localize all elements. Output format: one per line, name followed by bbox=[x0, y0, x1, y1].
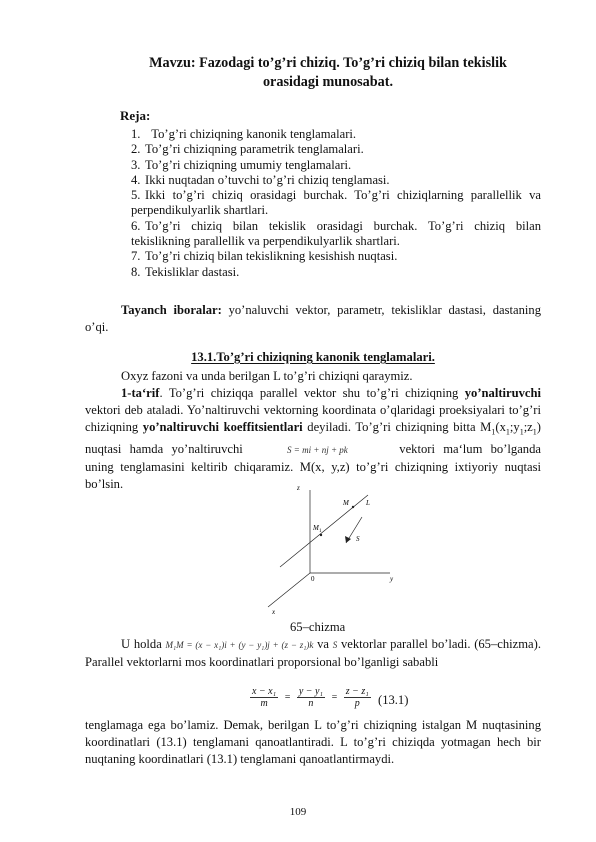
point-m1 bbox=[320, 534, 322, 536]
label-s: S bbox=[356, 535, 360, 543]
s-vector: S bbox=[332, 640, 338, 650]
label-m1-sub: 1 bbox=[319, 529, 322, 534]
figure-65 bbox=[250, 485, 410, 615]
body-paragraph-3: tenglamaga ega bo’lamiz. Demak, berilgan L to’g’ri chiziqning istalgan M nuqtasining koordinatlari (13.1) tenglamani qanoatlantiradi. L to’g’ri chiziqda yotmagan hech bir nuqtaning koordinatlari (13.1) tenglamani qanoatlantirmaydi. bbox=[85, 718, 541, 766]
label-l: L bbox=[366, 499, 370, 507]
reja-heading: Reja: bbox=[120, 108, 151, 123]
reja-item: 4. Ikki nuqtadan o’tuvchi to’g’ri chiziq tenglamasi. bbox=[131, 172, 390, 187]
label-z: z bbox=[297, 485, 300, 492]
reja-item: 8. Tekisliklar dastasi. bbox=[131, 264, 240, 279]
page-number: 109 bbox=[289, 806, 307, 818]
vector-formula: S = mi + nj + pk bbox=[287, 444, 348, 455]
m1m-formula: M₁M = (x − x₁)i + (y − y₁)j + (z − z₁)k bbox=[165, 640, 314, 650]
equation-13-1: $\frac{\text{x − x₁}}{m}$ = $\frac{\text{y − y₁}}{n}$ = $\frac{\text{z − z₁}}{p}$ bbox=[252, 686, 369, 709]
line-l bbox=[280, 495, 368, 567]
x-axis bbox=[268, 573, 310, 607]
label-m1: M bbox=[313, 524, 319, 532]
reja-item: 5. Ikki to’g’ri chiziq orasidagi burchak. To’g’ri chiziqlarning parallellik va perpendikulyarlik shartlari. bbox=[131, 188, 541, 218]
title-line-1: Mavzu: Fazodagi to’g’ri chiziq. To’g’ri chiziq bilan tekislik bbox=[149, 55, 507, 71]
section-title: 13.1.To’g’ri chiziqning kanonik tenglamalari. bbox=[191, 350, 435, 364]
tayanch-label: Tayanch iboralar: bbox=[121, 303, 222, 317]
fraction-2: $\frac{\text{y − y₁}}{n}$ bbox=[298, 686, 323, 709]
body-paragraph-1 bbox=[85, 368, 541, 493]
label-m: M bbox=[343, 499, 349, 507]
title-line-2: orasidagi munosabat. bbox=[262, 74, 394, 90]
label-x: x bbox=[272, 608, 276, 615]
reja-item: 2. To’g’ri chiziqning parametrik tenglamalari. bbox=[131, 142, 364, 157]
equation-number: (13.1) bbox=[378, 693, 409, 707]
point-m bbox=[352, 506, 354, 508]
reja-item: 6. To’g’ri chiziq bilan tekislik orasidagi burchak. To’g’ri chiziq bilan tekislikning parallellik va perpendikulyarlik shartlari. bbox=[131, 218, 541, 249]
fraction-3: $\frac{\text{z − z₁}}{p}$ bbox=[345, 686, 369, 709]
label-origin: 0 bbox=[311, 575, 315, 583]
reja-item: 3. To’g’ri chiziqning umumiy tenglamalari. bbox=[131, 157, 352, 172]
reja-item: 1. To’g’ri chiziqning kanonik tenglamalari. bbox=[131, 127, 357, 141]
reja-list bbox=[131, 127, 541, 280]
body-paragraph-2: U holda M₁M = (x − x₁)i + (y − y₁)j + (z − z₁)k va S vektorlar parallel bo’ladi. (65–chizma). Parallel vektorlarni mos koordinatlari proporsional bo’lganligi sababli bbox=[85, 637, 541, 669]
definition-paragraph: 1-ta‘rif. To’g’ri chiziqqa parallel vektor shu to’g’ri chiziqning yo’naltiruvchi vektori deb ataladi. Yo’naltiruvchi vektorning koordinata o’qlaridagi proeksiyalari to’g’ri chiziqning yo’naltiruvchi koeffitsientlari deyiladi. To’g’ri chiziqning bitta $M_1(x_1;y_1;z_1)$ nuqtasi hamda yo’naltiruvchi S = mi + nj + pk vektori ma‘lum bo’lganda uning tenglamasini keltirib chiqaramiz. M(x, y,z) to’g’ri chiziqning ixtiyoriy nuqtasi bo’lsin. bbox=[85, 386, 541, 491]
page-title bbox=[60, 54, 596, 92]
vector-s-arrow bbox=[345, 536, 351, 543]
tayanch-paragraph bbox=[85, 302, 541, 336]
reja-item: 7. To’g’ri chiziq bilan tekislikning kesishish nuqtasi. bbox=[131, 249, 398, 264]
figure-caption: 65–chizma bbox=[290, 620, 346, 634]
label-y: y bbox=[390, 575, 394, 583]
fraction-1: $\frac{\text{x − x₁}}{m}$ bbox=[252, 686, 277, 709]
tayanch-text: yo’naluvchi vektor, parametr, tekisliklar dastasi, dastaning o’qi. bbox=[85, 303, 541, 334]
intro-line: Oxyz fazoni va unda berilgan L to’g’ri chiziqni qaraymiz. bbox=[121, 369, 413, 383]
